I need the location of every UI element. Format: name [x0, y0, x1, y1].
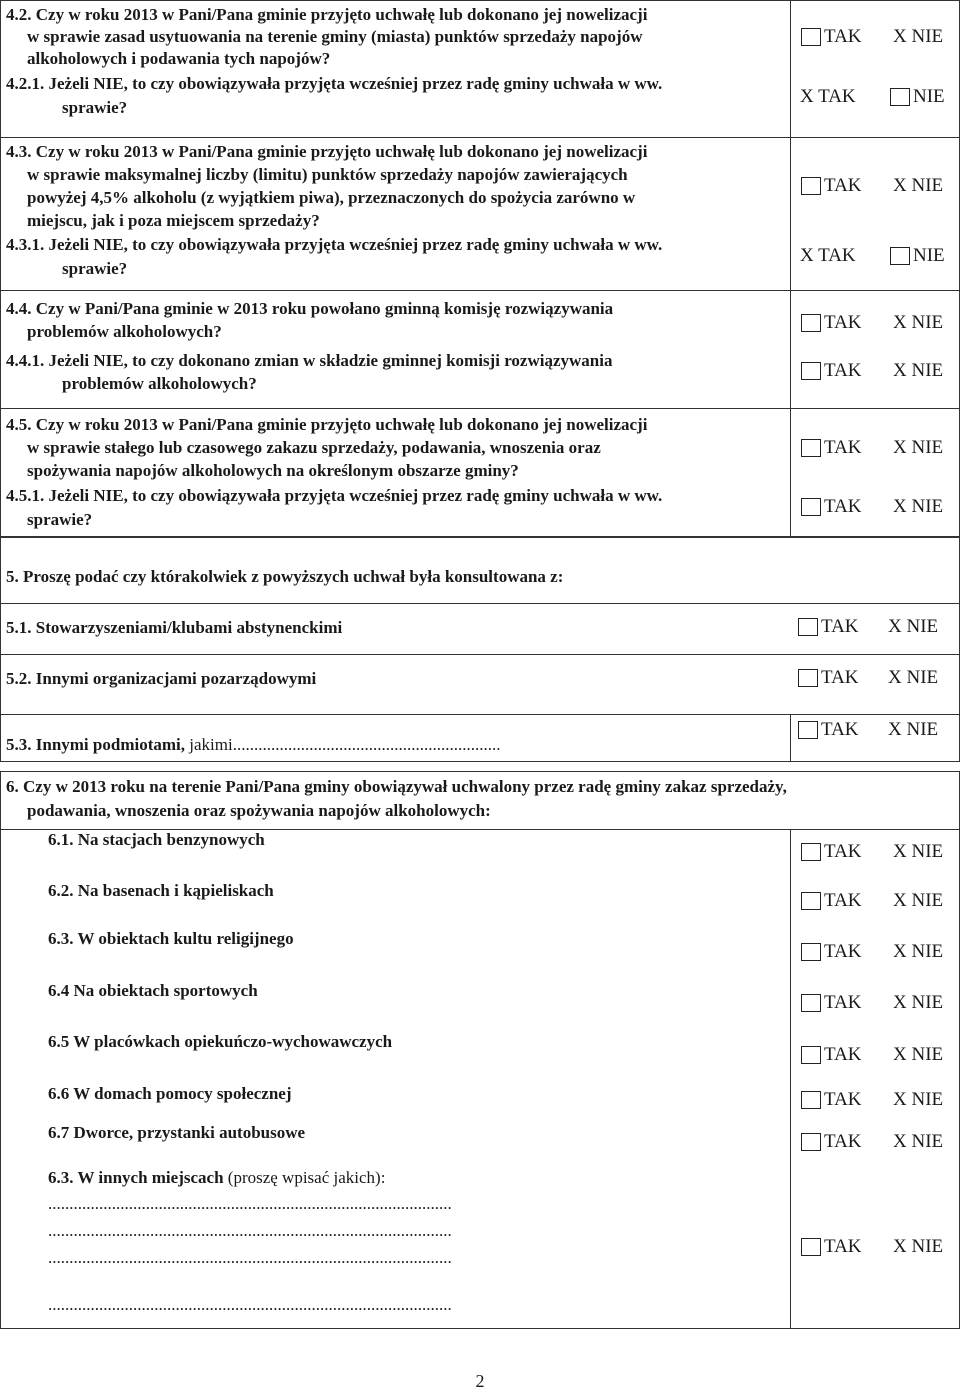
checkbox-empty[interactable]	[798, 721, 818, 739]
q4-3-tak-option[interactable]: TAK	[801, 174, 871, 198]
checkbox-empty[interactable]	[801, 843, 821, 861]
q4-3-1-line2: sprawie?	[62, 259, 128, 278]
q5-3-label: 5.3. Innymi podmiotami, jakimi...............................................................	[6, 735, 501, 754]
q5-3-nie-option[interactable]: X NIE	[888, 719, 939, 740]
section-4-divider	[790, 0, 791, 537]
q4-5-1-tak-option[interactable]: TAK	[801, 495, 871, 519]
q6-other-dots-2: ...............................................................................................	[48, 1221, 452, 1240]
q4-2-1-tak-option[interactable]: X TAK	[800, 86, 856, 107]
checkbox-empty[interactable]	[890, 88, 910, 106]
section-5-divider	[790, 714, 791, 762]
q6-2-nie-option[interactable]: X NIE	[893, 890, 944, 911]
q5-1-label: 5.1. Stowarzyszeniami/klubami abstynenckimi	[6, 618, 343, 637]
checkbox-empty[interactable]	[801, 439, 821, 457]
q4-5-1-nie-option[interactable]: X NIE	[893, 496, 944, 517]
q4-5-line3: spożywania napojów alkoholowych na określonym obszarze gminy?	[27, 461, 519, 480]
q6-item: 6.2. Na basenach i kąpieliskach	[48, 881, 274, 900]
checkbox-empty[interactable]	[801, 177, 821, 195]
section-6-divider	[790, 829, 791, 1329]
checkbox-empty[interactable]	[801, 1133, 821, 1151]
checkbox-empty[interactable]	[801, 1046, 821, 1064]
q6-2-tak-option[interactable]: TAK	[801, 889, 871, 913]
q4-4-1-line1: 4.4.1. Jeżeli NIE, to czy dokonano zmian w składzie gminnej komisji rozwiązywania	[6, 351, 613, 370]
q6-4-nie-option[interactable]: X NIE	[893, 992, 944, 1013]
q6-other-dots-1: ...............................................................................................	[48, 1194, 452, 1213]
q6-item: 6.7 Dworce, przystanki autobusowe	[48, 1123, 306, 1142]
checkbox-empty[interactable]	[801, 1238, 821, 1256]
q6-item: 6.6 W domach pomocy społecznej	[48, 1084, 292, 1103]
q6-3-tak-option[interactable]: TAK	[801, 940, 871, 964]
checkbox-empty[interactable]	[801, 943, 821, 961]
row-divider-4-2	[0, 137, 960, 138]
q4-3-line3: powyżej 4,5% alkoholu (z wyjątkiem piwa), przeznaczonych do spożycia zarówno w	[27, 188, 636, 207]
q6-5-tak-option[interactable]: TAK	[801, 1043, 871, 1067]
q4-3-1-tak-option[interactable]: X TAK	[800, 245, 856, 266]
row-divider-5-1	[0, 654, 960, 655]
q4-5-1-line1: 4.5.1. Jeżeli NIE, to czy obowiązywała przyjęta wcześniej przez radę gminy uchwała w ww.	[6, 486, 663, 505]
q5-3-tak-option[interactable]: TAK	[798, 718, 868, 742]
q4-3-1-nie-option[interactable]: NIE	[890, 244, 952, 268]
q5-title: 5. Proszę podać czy którakolwiek z powyższych uchwał była konsultowana z:	[6, 567, 564, 586]
q4-4-1-nie-option[interactable]: X NIE	[893, 360, 944, 381]
checkbox-empty[interactable]	[801, 362, 821, 380]
q6-other-nie-option[interactable]: X NIE	[893, 1236, 944, 1257]
q6-line1: 6. Czy w 2013 roku na terenie Pani/Pana gminy obowiązywał uchwalony przez radę gminy zakaz sprzedaży,	[6, 777, 787, 796]
q6-6-tak-option[interactable]: TAK	[801, 1088, 871, 1112]
q6-7-tak-option[interactable]: TAK	[801, 1130, 871, 1154]
q4-3-line2: w sprawie maksymalnej liczby (limitu) punktów sprzedaży napojów zawierających	[27, 165, 628, 184]
q5-2-nie-option[interactable]: X NIE	[888, 667, 939, 688]
q4-4-line2: problemów alkoholowych?	[27, 322, 222, 341]
q6-1-nie-option[interactable]: X NIE	[893, 841, 944, 862]
checkbox-empty[interactable]	[801, 314, 821, 332]
q5-2-tak-option[interactable]: TAK	[798, 666, 868, 690]
q4-2-line1: 4.2. Czy w roku 2013 w Pani/Pana gminie przyjęto uchwałę lub dokonano jej nowelizacji	[6, 5, 648, 24]
q5-2-label: 5.2. Innymi organizacjami pozarządowymi	[6, 669, 317, 688]
q4-4-1-tak-option[interactable]: TAK	[801, 359, 871, 383]
q6-7-nie-option[interactable]: X NIE	[893, 1131, 944, 1152]
q6-item: 6.3. W obiektach kultu religijnego	[48, 929, 294, 948]
q4-5-line2: w sprawie stałego lub czasowego zakazu sprzedaży, podawania, wnoszenia oraz	[27, 438, 601, 457]
page-number: 2	[475, 1371, 485, 1391]
q6-6-nie-option[interactable]: X NIE	[893, 1089, 944, 1110]
q4-2-nie-option[interactable]: X NIE	[893, 26, 944, 47]
q4-2-line2: w sprawie zasad usytuowania na terenie gminy (miasta) punktów sprzedaży napojów	[27, 27, 643, 46]
q4-2-1-nie-option[interactable]: NIE	[890, 85, 952, 109]
q6-other-tak-option[interactable]: TAK	[801, 1235, 871, 1259]
q6-other-label: 6.3. W innych miejscach (proszę wpisać jakich):	[48, 1168, 386, 1187]
q6-line2: podawania, wnoszenia oraz spożywania napojów alkoholowych:	[27, 801, 491, 820]
row-divider-5-title	[0, 603, 960, 604]
q4-4-tak-option[interactable]: TAK	[801, 311, 871, 335]
q5-1-nie-option[interactable]: X NIE	[888, 616, 939, 637]
q4-4-1-line2: problemów alkoholowych?	[62, 374, 257, 393]
q6-other-dots-3: ...............................................................................................	[48, 1248, 452, 1267]
q6-4-tak-option[interactable]: TAK	[801, 991, 871, 1015]
checkbox-empty[interactable]	[798, 669, 818, 687]
q6-3-nie-option[interactable]: X NIE	[893, 941, 944, 962]
q6-other-dots-4: ...............................................................................................	[48, 1295, 452, 1314]
q6-item: 6.1. Na stacjach benzynowych	[48, 830, 265, 849]
row-divider-4-4	[0, 408, 960, 409]
row-divider-4-3	[0, 290, 960, 291]
q4-5-nie-option[interactable]: X NIE	[893, 437, 944, 458]
checkbox-empty[interactable]	[801, 994, 821, 1012]
q4-5-line1: 4.5. Czy w roku 2013 w Pani/Pana gminie przyjęto uchwałę lub dokonano jej nowelizacji	[6, 415, 648, 434]
row-divider-5-2	[0, 714, 960, 715]
q4-5-tak-option[interactable]: TAK	[801, 436, 871, 460]
q4-3-line4: miejscu, jak i poza miejscem sprzedaży?	[27, 211, 320, 230]
checkbox-empty[interactable]	[801, 1091, 821, 1109]
q6-1-tak-option[interactable]: TAK	[801, 840, 871, 864]
q4-2-1-line1: 4.2.1. Jeżeli NIE, to czy obowiązywała przyjęta wcześniej przez radę gminy uchwała w ww.	[6, 74, 663, 93]
q4-3-1-line1: 4.3.1. Jeżeli NIE, to czy obowiązywała przyjęta wcześniej przez radę gminy uchwała w ww.	[6, 235, 663, 254]
checkbox-empty[interactable]	[801, 892, 821, 910]
checkbox-empty[interactable]	[890, 247, 910, 265]
q4-2-1-line2: sprawie?	[62, 98, 128, 117]
checkbox-empty[interactable]	[801, 28, 821, 46]
q4-3-nie-option[interactable]: X NIE	[893, 175, 944, 196]
q6-item: 6.5 W placówkach opiekuńczo-wychowawczych	[48, 1032, 393, 1051]
q4-5-1-line2: sprawie?	[27, 510, 93, 529]
checkbox-empty[interactable]	[801, 498, 821, 516]
q4-4-nie-option[interactable]: X NIE	[893, 312, 944, 333]
q4-2-tak-option[interactable]: TAK	[801, 25, 871, 49]
q5-1-tak-option[interactable]: TAK	[798, 615, 868, 639]
q4-4-line1: 4.4. Czy w Pani/Pana gminie w 2013 roku powołano gminną komisję rozwiązywania	[6, 299, 614, 318]
q4-2-line3: alkoholowych i podawania tych napojów?	[27, 49, 331, 68]
checkbox-empty[interactable]	[798, 618, 818, 636]
q6-5-nie-option[interactable]: X NIE	[893, 1044, 944, 1065]
q4-3-line1: 4.3. Czy w roku 2013 w Pani/Pana gminie przyjęto uchwałę lub dokonano jej nowelizacji	[6, 142, 648, 161]
q6-item: 6.4 Na obiektach sportowych	[48, 981, 258, 1000]
